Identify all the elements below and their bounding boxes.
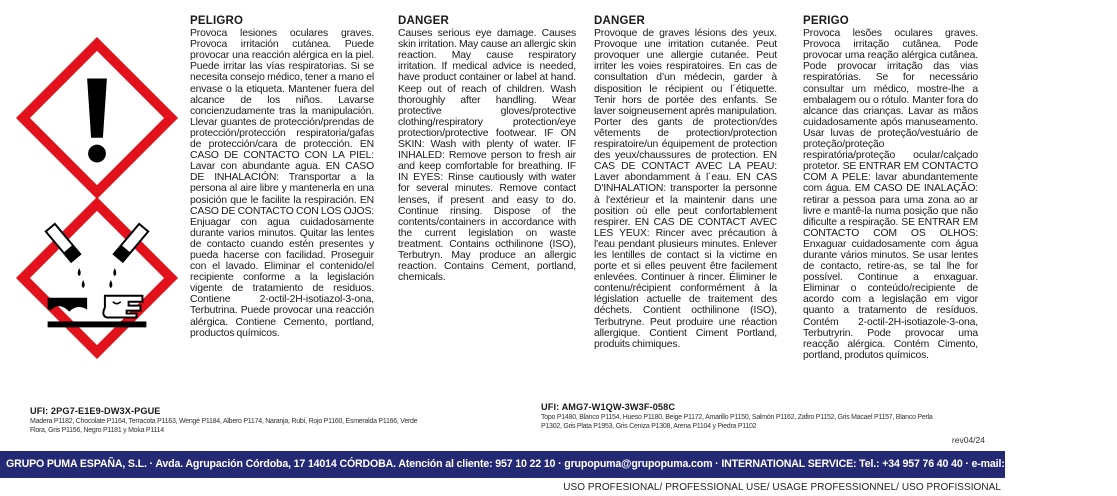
safety-section-fr xyxy=(594,16,777,350)
section-title-pt: PERIGO xyxy=(803,15,849,27)
revision-label: rev04/24 xyxy=(951,435,985,445)
ufi-code: UFI: 2PG7-E1E9-DW3X-PGUE xyxy=(30,406,161,416)
exclamation-mark-icon xyxy=(18,38,176,198)
section-text-fr: Provoque de graves lésions des yeux. Provoque une irritation cutanée. Peut provoquer une allergie cutanée. Peut irriter les voies respiratoires. En cas de consultation d’un médecin, garder à disposition le récipient ou l´étiquette. Tenir hors de portée des enfants. Se laver soigneusement après manipulation. Porter des gants de protection/des vêtements de protection/protection respiratoire/un équipement de protection des yeux/chaussures de protection. EN CAS DE CONTACT AVEC LA PEAU: Laver abondamment à l´eau. EN CAS D'INHALATION: transporter la personne à l'extérieur et la maintenir dans une position où elle peut confortablement respirer. EN CAS DE CONTACT AVEC LES YEUX: Rincer avec précaution à l'eau pendant plusieurs minutes. Enlever les lentilles de contact si la victime en porte et si elles peuvent être facilement enlevées. Continuer à rincer. Éliminer le contenu/récipient conformément à la législation actuelle de traitement des déchets. Contient octhilinone (ISO), Terbutryne. Peut produire une réaction allergique. Contient Ciment Portland, produits chimiques. xyxy=(594,28,777,350)
section-title-en: DANGER xyxy=(398,15,450,27)
usage-label: USO PROFESIONAL/ PROFESSIONAL USE/ USAGE PROFESSIONNEL/ USO PROFISSIONAL xyxy=(563,482,1001,493)
ufi-colors: Topo P1480, Blanco P1154, Hueso P1180, Beige P1172, Amarillo P1150, Salmón P1162, Zafiro P1152, Gris Macael P1157, Blanco Perla P1302, Gris Plata P1953, Gris Ceniza P1308, Arena P1104 y Piedra P1102 xyxy=(541,414,933,430)
ufi-colors: Madera P1182, Chocolate P1164, Terracota P1163, Wengé P1184, Albero P1174, Naranja, Rubí, Rojo P1160, Esmeralda P1166, Verde Flora, Gris P1156, Negro P1181 y Moka P1114 xyxy=(30,418,418,434)
safety-section-pt xyxy=(803,16,978,361)
section-text-es: Provoca lesiones oculares graves. Provoca irritación cutánea. Puede provocar una reacción alérgica en la piel. Puede irritar las vías respiratorias. Si se necesita consejo médico, tener a mano el envase o la etiqueta. Mantener fuera del alcance de los niños. Lavarse concienzudamente tras la manipulación. Llevar guantes de protección/prendas de protección/protección respiratoria/gafas de protección/cara de protección. EN CASO DE CONTACTO CON LA PIEL: Lavar con abundante agua. EN CASO DE INHALACIÓN: Transportar a la persona al aire libre y mantenerla en una posición que le facilite la respiración. EN CASO DE CONTACTO CON LOS OJOS: Enjuagar con agua cuidadosamente durante varios minutos. Quitar las lentes de contacto cuando estén presentes y pueda hacerse con facilidad. Proseguir con el lavado. Eliminar el contenido/el recipiente conforme a la legislación vigente de tratamiento de residuos. Contiene 2-octil-2H-isotiazol-3-ona, Terbutrina. Puede provocar una reacción alérgica. Contiene Cemento, portland, productos químicos. xyxy=(190,28,374,339)
company-contact-text: GRUPO PUMA ESPAÑA, S.L. · Avda. Agrupación Córdoba, 17 14014 CÓRDOBA. Atención al cliente: 957 10 22 10 · grupopuma@grupopuma.com · INTERNATIONAL SERVICE: Tel.: +34 957 76 40 40 · e-mail: gpx@grupopuma.com xyxy=(6,458,1117,470)
ghs-pictograms xyxy=(18,38,176,358)
ufi-block-2 xyxy=(541,402,941,431)
section-title-fr: DANGER xyxy=(594,15,646,27)
ufi-block-1 xyxy=(30,406,420,435)
section-text-en: Causes serious eye damage. Causes skin irritation. May cause an allergic skin reaction. May cause respiratory irritation. If medical advice is needed, have product container or label at hand. Keep out of reach of children. Wash thoroughly after handling. Wear protective gloves/protective clothing/respiratory protection/eye protection/protective footwear. IF ON SKIN: Wash with plenty of water. IF INHALED: Remove person to fresh air and keep comfortable for breathing. IF IN EYES: Rinse cautiously with water for several minutes. Remove contact lenses, if present and easy to do. Continue rinsing. Dispose of the contents/containers in accordance with the current legislation on waste treatment. Contains octhilinone (ISO), Terbutryn. May produce an allergic reaction. Contains Cement, portland, chemicals. xyxy=(398,28,576,284)
section-title-es: PELIGRO xyxy=(190,15,244,27)
corrosion-icon xyxy=(18,198,176,358)
ufi-code: UFI: AMG7-W1QW-3W3F-058C xyxy=(541,402,676,412)
safety-section-en xyxy=(398,16,576,283)
company-footer-bar xyxy=(0,451,1117,478)
safety-section-es xyxy=(190,16,374,339)
section-text-pt: Provoca lesões oculares graves. Provoca irritação cutânea. Pode provocar uma reação alérgica cutânea. Pode provocar irritação das vias respiratórias. Se for necessário consultar um médico, mostre-lhe a embalagem ou o rótulo. Manter fora do alcance das crianças. Lavar as mãos cuidadosamente após manuseamento. Usar luvas de proteção/vestuário de proteção/proteção respiratória/proteção ocular/calçado protetor. SE ENTRAR EM CONTACTO COM A PELE: lavar abundantemente com água. EM CASO DE INALAÇÃO: retirar a pessoa para uma zona ao ar livre e mantê-la numa posição que não dificulte a respiração. SE ENTRAR EM CONTACTO COM OS OLHOS: Enxaguar cuidadosamente com água durante vários minutos. Se usar lentes de contacto, retire-as, se tal lhe for possível. Continue a enxaguar. Eliminar o conteúdo/recipiente de acordo com a legislação em vigor quanto a tratamento de resíduos. Contém 2-octil-2H-isotiazole-3-ona, Terbutryrin. Pode provocar uma reacção alérgica. Contém Cimento, portland, produtos químicos. xyxy=(803,28,978,361)
